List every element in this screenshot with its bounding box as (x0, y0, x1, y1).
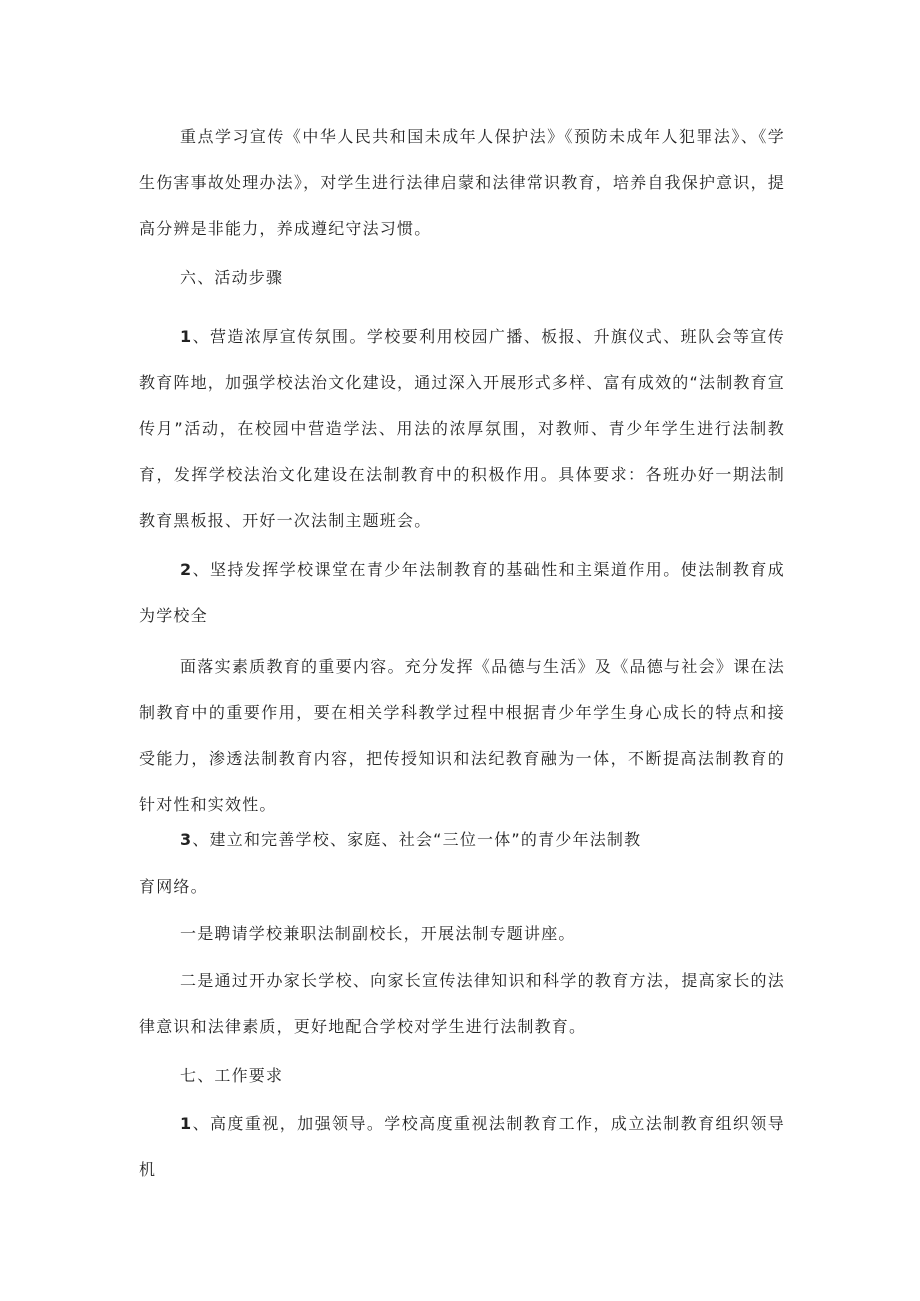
paragraph-text: 二是通过开办家长学校、向家长宣传法律知识和科学的教育方法，提高家长的法律意识和法律素质，更好地配合学校对学生进行法制教育。 (139, 971, 785, 1036)
paragraph-text: 、建立和完善学校、家庭、社会“三位一体”的青少年法制教 (192, 830, 642, 849)
paragraph-step-3-continued (139, 864, 785, 910)
paragraph-text: 、高度重视，加强领导。学校高度重视法制教育工作，成立法制教育组织领导机 (139, 1114, 785, 1179)
section-heading-work-requirements (180, 1065, 283, 1087)
paragraph-step-3 (139, 817, 785, 863)
paragraph-step-2-continued (139, 644, 785, 828)
heading-text: 七、工作要求 (180, 1066, 284, 1085)
paragraph-text: 育网络。 (139, 877, 208, 896)
paragraph-text: 一是聘请学校兼职法制副校长，开展法制专题讲座。 (180, 924, 576, 943)
paragraph-step-1 (139, 314, 785, 544)
paragraph-study-laws (139, 114, 785, 252)
paragraph-text: 重点学习宣传《中华人民共和国未成年人保护法》《预防未成年人犯罪法》、《学生伤害事故处理办法》，对学生进行法律启蒙和法律常识教育，培养自我保护意识，提高分辨是非能力，养成遵纪守法习惯。 (139, 127, 785, 238)
paragraph-item-one (139, 911, 785, 957)
paragraph-text: 面落实素质教育的重要内容。充分发挥《品德与生活》及《品德与社会》课在法制教育中的重要作用，要在相关学科教学过程中根据青少年学生身心成长的特点和接受能力，渗透法制教育内容，把传授知识和法纪教育融为一体，不断提高法制教育的针对性和实效性。 (139, 657, 785, 814)
paragraph-item-two (139, 958, 785, 1050)
step-number: 3 (180, 830, 193, 849)
heading-text: 六、活动步骤 (180, 268, 284, 287)
step-number: 1 (180, 1114, 193, 1133)
section-heading-activity-steps (180, 267, 283, 289)
paragraph-text: 、坚持发挥学校课堂在青少年法制教育的基础性和主渠道作用。使法制教育成为学校全 (139, 560, 785, 625)
paragraph-text: 、营造浓厚宣传氛围。学校要利用校园广播、板报、升旗仪式、班队会等宣传教育阵地，加强学校法治文化建设，通过深入开展形式多样、富有成效的“法制教育宣传月”活动，在校园中营造学法、用法的浓厚氛围，对教师、青少年学生进行法制教育，发挥学校法治文化建设在法制教育中的积极作用。具体要求：各班办好一期法制教育黑板报、开好一次法制主题班会。 (139, 327, 785, 530)
paragraph-step-2 (139, 547, 785, 639)
step-number: 1 (180, 327, 193, 346)
paragraph-requirement-1 (139, 1101, 785, 1193)
step-number: 2 (180, 560, 193, 579)
